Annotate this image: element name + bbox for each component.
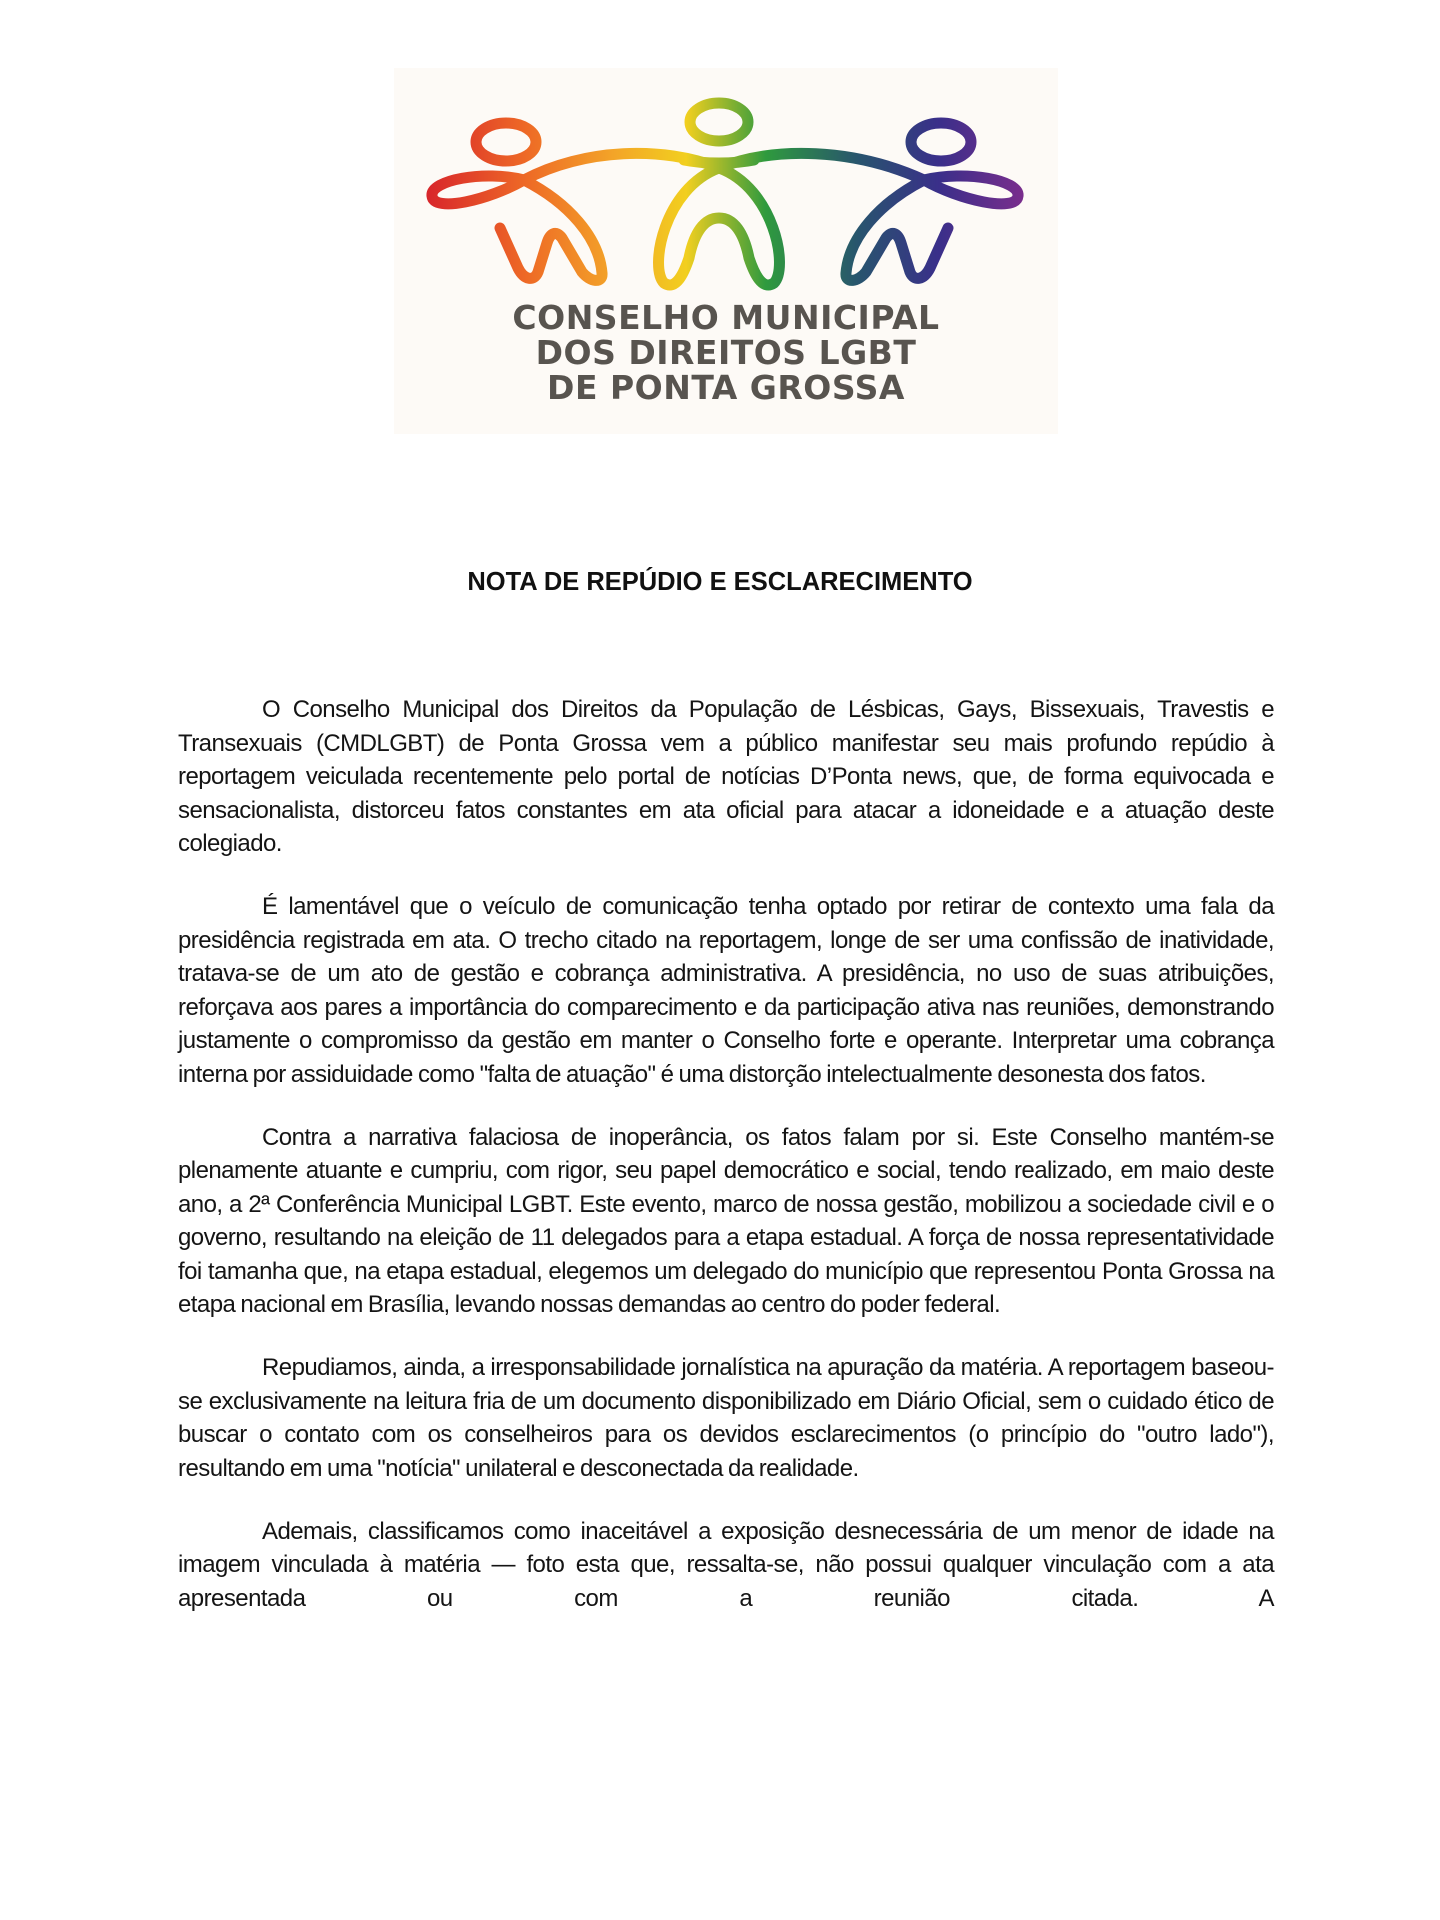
paragraph-3: Contra a narrativa falaciosa de inoperância, os fatos falam por si. Este Conselho mantém-se plenamente atuante e cumpriu, com rigor, seu papel democrático e social, tendo realizado, em maio deste ano, a 2ª Conferência Municipal LGBT. Este evento, marco de nossa gestão, mobilizou a sociedade civil e o governo, resultando na eleição de 11 delegados para a etapa estadual. A força de nossa representatividade foi tamanha que, na etapa estadual, elegemos um delegado do município que representou Ponta Grossa na etapa nacional em Brasília, levando nossas demandas ao centro do poder federal. [178,1123,1274,1318]
paragraph-2: É lamentável que o veículo de comunicação tenha optado por retirar de contexto uma fala da presidência registrada em ata. O trecho citado na reportagem, longe de ser uma confissão de inatividade, tratava-se de um ato de gestão e cobrança administrativa. A presidência, no uso de suas atribuições, reforçava aos pares a importância do comparecimento e da participação ativa nas reuniões, demonstrando justamente o compromisso da gestão em manter o Conselho forte e operante. Interpretar uma cobrança interna por assiduidade como "falta de atuação" é uma distorção intelectualmente desonesta dos fatos. [178,893,1274,1088]
middle-head-icon [690,103,748,141]
left-head-icon [476,123,536,161]
document-body [178,693,1274,1645]
logo-wordmark [394,300,1058,405]
document-title: NOTA DE REPÚDIO E ESCLARECIMENTO [467,568,973,596]
rainbow-figures-icon [394,68,1058,308]
logo-line-2: DOS DIREITOS LGBT [535,333,917,372]
paragraph-1: O Conselho Municipal dos Direitos da População de Lésbicas, Gays, Bissexuais, Travestis e Transexuais (CMDLGBT) de Ponta Grossa vem a público manifestar seu mais profundo repúdio à reportagem veiculada recentemente pelo portal de notícias D’Ponta news, que, de forma equivocada e sensacionalista, distorceu fatos constantes em ata oficial para atacar a idoneidade e a atuação deste colegiado. [178,696,1274,857]
paragraph-5: Ademais, classificamos como inaceitável a exposição desnecessária de um menor de idade na imagem vinculada à matéria — foto esta que, ressalta-se, não possui qualquer vinculação com a ata apresentada ou com a reunião citada. A [178,1517,1274,1612]
paragraph-4: Repudiamos, ainda, a irresponsabilidade jornalística na apuração da matéria. A reportagem baseou-se exclusivamente na leitura fria de um documento disponibilizado em Diário Oficial, sem o cuidado ético de buscar o contato com os conselheiros para os devidos esclarecimentos (o princípio do "outro lado"), resultando em uma "notícia" unilateral e desconectada da realidade. [178,1354,1274,1482]
logo-line-1: CONSELHO MUNICIPAL [512,298,940,337]
council-logo [394,68,1058,434]
right-head-icon [911,123,971,161]
logo-line-3: DE PONTA GROSSA [547,368,905,407]
